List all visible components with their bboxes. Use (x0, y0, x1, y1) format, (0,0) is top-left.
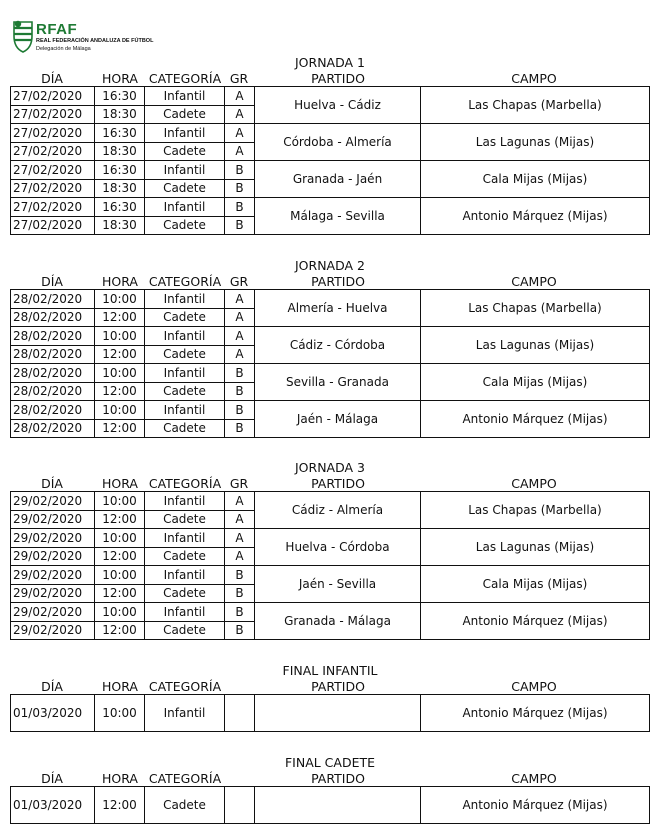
dia-cell: 27/02/2020 (11, 124, 95, 143)
header-categoria: CATEGORÍA (148, 274, 222, 289)
hora-cell: 10:00 (95, 566, 145, 585)
gr-cell: A (225, 308, 255, 327)
dia-cell: 01/03/2020 (11, 695, 95, 732)
categoria-cell: Cadete (145, 584, 225, 603)
hora-cell: 12:00 (95, 382, 145, 401)
partido-cell: Jaén - Sevilla (255, 566, 421, 603)
categoria-cell: Cadete (145, 308, 225, 327)
campo-cell: Las Chapas (Marbella) (421, 87, 650, 124)
gr-cell: A (225, 547, 255, 566)
delegation-name: Delegación de Málaga (36, 46, 91, 52)
jornada-1-section (10, 56, 650, 240)
column-header (10, 476, 650, 491)
partido-cell: Granada - Jaén (255, 161, 421, 198)
dia-cell: 28/02/2020 (11, 401, 95, 420)
dia-cell: 29/02/2020 (11, 547, 95, 566)
hora-cell: 18:30 (95, 105, 145, 124)
dia-cell: 27/02/2020 (11, 105, 95, 124)
dia-cell: 27/02/2020 (11, 179, 95, 198)
table-row (11, 695, 650, 732)
header-categoria: CATEGORÍA (148, 679, 222, 694)
gr-cell: B (225, 401, 255, 420)
dia-cell: 27/02/2020 (11, 161, 95, 180)
header-partido: PARTIDO (311, 274, 365, 289)
campo-cell: Antonio Márquez (Mijas) (421, 787, 650, 824)
campo-cell: Las Chapas (Marbella) (421, 290, 650, 327)
dia-cell: 27/02/2020 (11, 198, 95, 217)
gr-cell: B (225, 161, 255, 180)
header-gr: GR (229, 476, 249, 491)
gr-cell (225, 787, 255, 824)
dia-cell: 28/02/2020 (11, 308, 95, 327)
jornada-2-section (10, 259, 650, 443)
hora-cell: 10:00 (95, 290, 145, 309)
categoria-cell: Infantil (145, 161, 225, 180)
hora-cell: 12:00 (95, 308, 145, 327)
partido-cell: Cádiz - Córdoba (255, 327, 421, 364)
gr-cell: A (225, 510, 255, 529)
campo-cell: Cala Mijas (Mijas) (421, 364, 650, 401)
dia-cell: 28/02/2020 (11, 327, 95, 346)
gr-cell: A (225, 492, 255, 511)
campo-cell: Antonio Márquez (Mijas) (421, 198, 650, 235)
gr-cell: B (225, 198, 255, 217)
campo-cell: Las Lagunas (Mijas) (421, 529, 650, 566)
table-row (11, 124, 650, 143)
header-dia: DÍA (41, 679, 63, 694)
header-campo: CAMPO (511, 679, 557, 694)
hora-cell: 16:30 (95, 198, 145, 217)
jornada-3-section (10, 461, 650, 645)
header-campo: CAMPO (511, 71, 557, 86)
dia-cell: 29/02/2020 (11, 621, 95, 640)
final-title: FINAL INFANTIL (282, 663, 378, 678)
gr-cell: A (225, 290, 255, 309)
column-header (10, 679, 650, 694)
final-infantil-section (10, 664, 650, 736)
final-cadete-table (10, 786, 650, 824)
header-dia: DÍA (41, 71, 63, 86)
table-row (11, 290, 650, 309)
campo-cell: Las Lagunas (Mijas) (421, 327, 650, 364)
categoria-cell: Infantil (145, 198, 225, 217)
categoria-cell: Cadete (145, 382, 225, 401)
jornada-2-table (10, 289, 650, 438)
rfaf-logo (12, 18, 162, 56)
header-categoria: CATEGORÍA (148, 476, 222, 491)
hora-cell: 12:00 (95, 621, 145, 640)
campo-cell: Cala Mijas (Mijas) (421, 566, 650, 603)
hora-cell: 18:30 (95, 142, 145, 161)
partido-cell: Cádiz - Almería (255, 492, 421, 529)
dia-cell: 27/02/2020 (11, 142, 95, 161)
final-infantil-table (10, 694, 650, 732)
dia-cell: 29/02/2020 (11, 492, 95, 511)
dia-cell: 29/02/2020 (11, 603, 95, 622)
gr-cell: B (225, 621, 255, 640)
hora-cell: 18:30 (95, 216, 145, 235)
hora-cell: 16:30 (95, 161, 145, 180)
dia-cell: 01/03/2020 (11, 787, 95, 824)
campo-cell: Antonio Márquez (Mijas) (421, 603, 650, 640)
campo-cell: Cala Mijas (Mijas) (421, 161, 650, 198)
hora-cell: 12:00 (95, 547, 145, 566)
jornada-title: JORNADA 3 (295, 460, 365, 475)
categoria-cell: Cadete (145, 345, 225, 364)
table-row (11, 161, 650, 180)
table-row (11, 364, 650, 383)
header-hora: HORA (102, 679, 138, 694)
table-row (11, 566, 650, 585)
campo-cell: Antonio Márquez (Mijas) (421, 695, 650, 732)
categoria-cell: Infantil (145, 695, 225, 732)
partido-cell: Almería - Huelva (255, 290, 421, 327)
partido-cell: Huelva - Cádiz (255, 87, 421, 124)
gr-cell: B (225, 603, 255, 622)
header-dia: DÍA (41, 274, 63, 289)
header-hora: HORA (102, 476, 138, 491)
column-header (10, 71, 650, 86)
categoria-cell: Infantil (145, 492, 225, 511)
header-partido: PARTIDO (311, 476, 365, 491)
final-cadete-section (10, 756, 650, 828)
header-campo: CAMPO (511, 274, 557, 289)
gr-cell: A (225, 327, 255, 346)
hora-cell: 12:00 (95, 787, 145, 824)
gr-cell: B (225, 584, 255, 603)
gr-cell: A (225, 87, 255, 106)
hora-cell: 10:00 (95, 529, 145, 548)
campo-cell: Las Lagunas (Mijas) (421, 124, 650, 161)
header-categoria: CATEGORÍA (148, 771, 222, 786)
partido-cell: Huelva - Córdoba (255, 529, 421, 566)
header-dia: DÍA (41, 476, 63, 491)
categoria-cell: Cadete (145, 510, 225, 529)
header-categoria: CATEGORÍA (148, 71, 222, 86)
categoria-cell: Infantil (145, 87, 225, 106)
partido-cell: Málaga - Sevilla (255, 198, 421, 235)
categoria-cell: Cadete (145, 419, 225, 438)
dia-cell: 29/02/2020 (11, 510, 95, 529)
gr-cell (225, 695, 255, 732)
header-partido: PARTIDO (311, 71, 365, 86)
hora-cell: 10:00 (95, 492, 145, 511)
partido-cell (255, 787, 421, 824)
campo-cell: Antonio Márquez (Mijas) (421, 401, 650, 438)
dia-cell: 29/02/2020 (11, 566, 95, 585)
dia-cell: 27/02/2020 (11, 216, 95, 235)
logo-acronym: RFAF (36, 21, 78, 38)
final-title: FINAL CADETE (284, 755, 376, 770)
categoria-cell: Cadete (145, 621, 225, 640)
hora-cell: 10:00 (95, 364, 145, 383)
jornada-title: JORNADA 1 (295, 55, 365, 70)
categoria-cell: Infantil (145, 603, 225, 622)
gr-cell: A (225, 529, 255, 548)
jornada-3-table (10, 491, 650, 640)
table-row (11, 529, 650, 548)
gr-cell: B (225, 419, 255, 438)
table-row (11, 327, 650, 346)
categoria-cell: Cadete (145, 179, 225, 198)
gr-cell: B (225, 364, 255, 383)
header-gr: GR (229, 71, 249, 86)
dia-cell: 28/02/2020 (11, 290, 95, 309)
hora-cell: 10:00 (95, 327, 145, 346)
table-row (11, 87, 650, 106)
gr-cell: A (225, 345, 255, 364)
header-dia: DÍA (41, 771, 63, 786)
categoria-cell: Infantil (145, 327, 225, 346)
column-header (10, 771, 650, 786)
table-row (11, 492, 650, 511)
hora-cell: 16:30 (95, 124, 145, 143)
categoria-cell: Infantil (145, 529, 225, 548)
dia-cell: 29/02/2020 (11, 584, 95, 603)
partido-cell (255, 695, 421, 732)
hora-cell: 18:30 (95, 179, 145, 198)
header-hora: HORA (102, 71, 138, 86)
gr-cell: A (225, 124, 255, 143)
header-hora: HORA (102, 274, 138, 289)
dia-cell: 28/02/2020 (11, 345, 95, 364)
jornada-title: JORNADA 2 (295, 258, 365, 273)
header-campo: CAMPO (511, 771, 557, 786)
campo-cell: Las Chapas (Marbella) (421, 492, 650, 529)
column-header (10, 274, 650, 289)
categoria-cell: Infantil (145, 364, 225, 383)
categoria-cell: Infantil (145, 401, 225, 420)
partido-cell: Granada - Málaga (255, 603, 421, 640)
categoria-cell: Cadete (145, 787, 225, 824)
gr-cell: B (225, 216, 255, 235)
categoria-cell: Infantil (145, 124, 225, 143)
partido-cell: Sevilla - Granada (255, 364, 421, 401)
header-hora: HORA (102, 771, 138, 786)
categoria-cell: Cadete (145, 105, 225, 124)
header-gr: GR (229, 274, 249, 289)
dia-cell: 28/02/2020 (11, 382, 95, 401)
hora-cell: 10:00 (95, 603, 145, 622)
header-partido: PARTIDO (311, 679, 365, 694)
gr-cell: A (225, 142, 255, 161)
dia-cell: 28/02/2020 (11, 364, 95, 383)
table-row (11, 603, 650, 622)
gr-cell: B (225, 179, 255, 198)
gr-cell: B (225, 566, 255, 585)
categoria-cell: Infantil (145, 290, 225, 309)
categoria-cell: Cadete (145, 142, 225, 161)
table-row (11, 787, 650, 824)
table-row (11, 198, 650, 217)
hora-cell: 12:00 (95, 345, 145, 364)
dia-cell: 29/02/2020 (11, 529, 95, 548)
categoria-cell: Cadete (145, 216, 225, 235)
table-row (11, 401, 650, 420)
hora-cell: 10:00 (95, 401, 145, 420)
header-campo: CAMPO (511, 476, 557, 491)
categoria-cell: Cadete (145, 547, 225, 566)
hora-cell: 12:00 (95, 419, 145, 438)
hora-cell: 12:00 (95, 584, 145, 603)
rfaf-shield-icon (12, 18, 36, 54)
partido-cell: Jaén - Málaga (255, 401, 421, 438)
categoria-cell: Infantil (145, 566, 225, 585)
jornada-1-table (10, 86, 650, 235)
hora-cell: 16:30 (95, 87, 145, 106)
header-partido: PARTIDO (311, 771, 365, 786)
gr-cell: B (225, 382, 255, 401)
federation-name: REAL FEDERACIÓN ANDALUZA DE FÚTBOL (36, 38, 154, 44)
hora-cell: 10:00 (95, 695, 145, 732)
partido-cell: Córdoba - Almería (255, 124, 421, 161)
gr-cell: A (225, 105, 255, 124)
dia-cell: 28/02/2020 (11, 419, 95, 438)
dia-cell: 27/02/2020 (11, 87, 95, 106)
hora-cell: 12:00 (95, 510, 145, 529)
